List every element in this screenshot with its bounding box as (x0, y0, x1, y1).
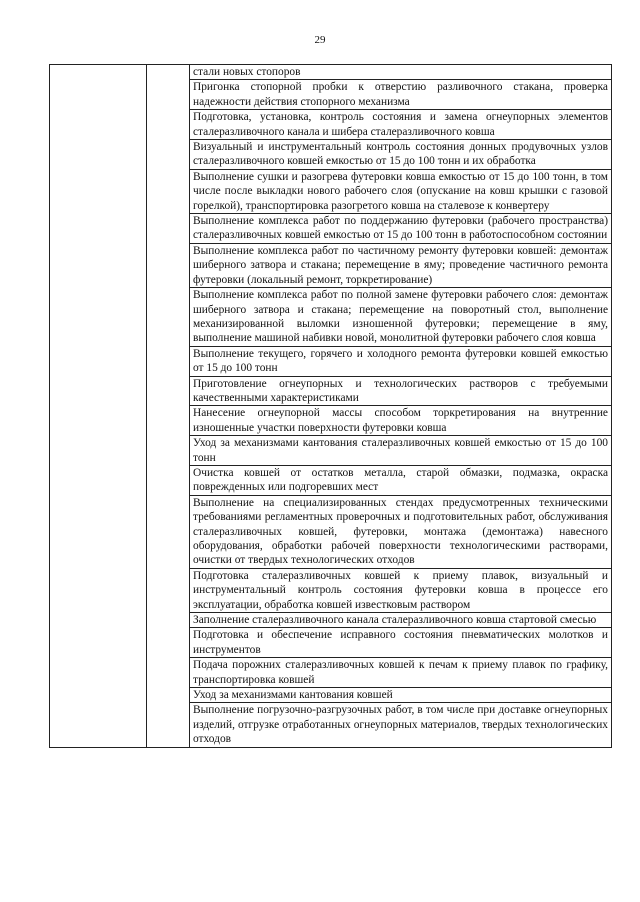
labor-actions-table (49, 64, 612, 748)
labor-action-cell: Подготовка сталеразливочных ковшей к приему плавок, визуальный и инструментальный контроль состояния футеровки ковша в процессе его эксплуатации, обработка ковшей известковым раствором (190, 568, 612, 612)
labor-action-cell: Выполнение на специализированных стендах предусмотренных техническими требованиями регламентных проверочных и подготовительных работ, обслуживания сталеразливочных ковшей, футеровки, монтажа (демонтажа) навесного оборудования, обработки рабочей поверхности технологическими растворами, очистки от твердых технологических отходов (190, 495, 612, 568)
table-row (50, 65, 612, 80)
label-column-cell (50, 65, 147, 748)
labor-action-cell: Выполнение сушки и разогрева футеровки ковша емкостью от 15 до 100 тонн, в том числе после выкладки нового рабочего слоя (опускание на ковш крышки с газовой горелкой), транспортировка разогретого ковша на сталевозе к конвертеру (190, 169, 612, 213)
labor-action-cell: Выполнение погрузочно-разгрузочных работ, в том числе при доставке огнеупорных изделий, отгрузке отработанных огнеупорных материалов, твердых технологических отходов (190, 703, 612, 747)
labor-action-cell: Выполнение текущего, горячего и холодного ремонта футеровки ковшей емкостью от 15 до 100 тонн (190, 346, 612, 376)
labor-action-cell: Пригонка стопорной пробки к отверстию разливочного стакана, проверка надежности действия стопорного механизма (190, 80, 612, 110)
labor-action-cell: Приготовление огнеупорных и технологических растворов с требуемыми качественными характеристиками (190, 376, 612, 406)
spacer-column-cell (147, 65, 190, 748)
labor-action-cell: Выполнение комплекса работ по поддержанию футеровки (рабочего пространства) сталеразливочных ковшей емкостью от 15 до 100 тонн в работоспособном состоянии (190, 214, 612, 244)
labor-action-cell: Подготовка, установка, контроль состояния и замена огнеупорных элементов сталеразливочного канала и шибера сталеразливочного ковша (190, 110, 612, 140)
labor-action-cell: Заполнение сталеразливочного канала сталеразливочного ковша стартовой смесью (190, 613, 612, 628)
labor-action-cell: Подготовка и обеспечение исправного состояния пневматических молотков и инструментов (190, 628, 612, 658)
labor-action-cell: Выполнение комплекса работ по частичному ремонту футеровки ковшей: демонтаж шиберного затвора и стакана; перемещение в яму; проведение частичного ремонта футеровки (локальный ремонт, торкретирование) (190, 243, 612, 287)
page-number: 29 (314, 34, 326, 46)
labor-action-cell: Очистка ковшей от остатков металла, старой обмазки, подмазка, окраска поврежденных или подгоревших мест (190, 465, 612, 495)
labor-actions-table-body (50, 65, 612, 748)
labor-action-cell: стали новых стопоров (190, 65, 612, 80)
labor-action-cell: Уход за механизмами кантования сталеразливочных ковшей емкостью от 15 до 100 тонн (190, 436, 612, 466)
labor-action-cell: Выполнение комплекса работ по полной замене футеровки рабочего слоя: демонтаж шиберного затвора и стакана; перемещение на поворотный стол, выполнение механизированной выломки изношенной футеровки; перемещение в яму, выполнение машиной набивки новой, монолитной футеровки рабочего слоя ковша (190, 288, 612, 347)
labor-action-cell: Визуальный и инструментальный контроль состояния донных продувочных узлов сталеразливочного ковшей емкостью от 15 до 100 тонн и их обработка (190, 140, 612, 170)
labor-action-cell: Уход за механизмами кантования ковшей (190, 688, 612, 703)
labor-action-cell: Нанесение огнеупорной массы способом торкретирования на внутренние изношенные участки поверхности футеровки ковша (190, 406, 612, 436)
labor-action-cell: Подача порожних сталеразливочных ковшей к печам к приему плавок по графику, транспортировка ковшей (190, 658, 612, 688)
